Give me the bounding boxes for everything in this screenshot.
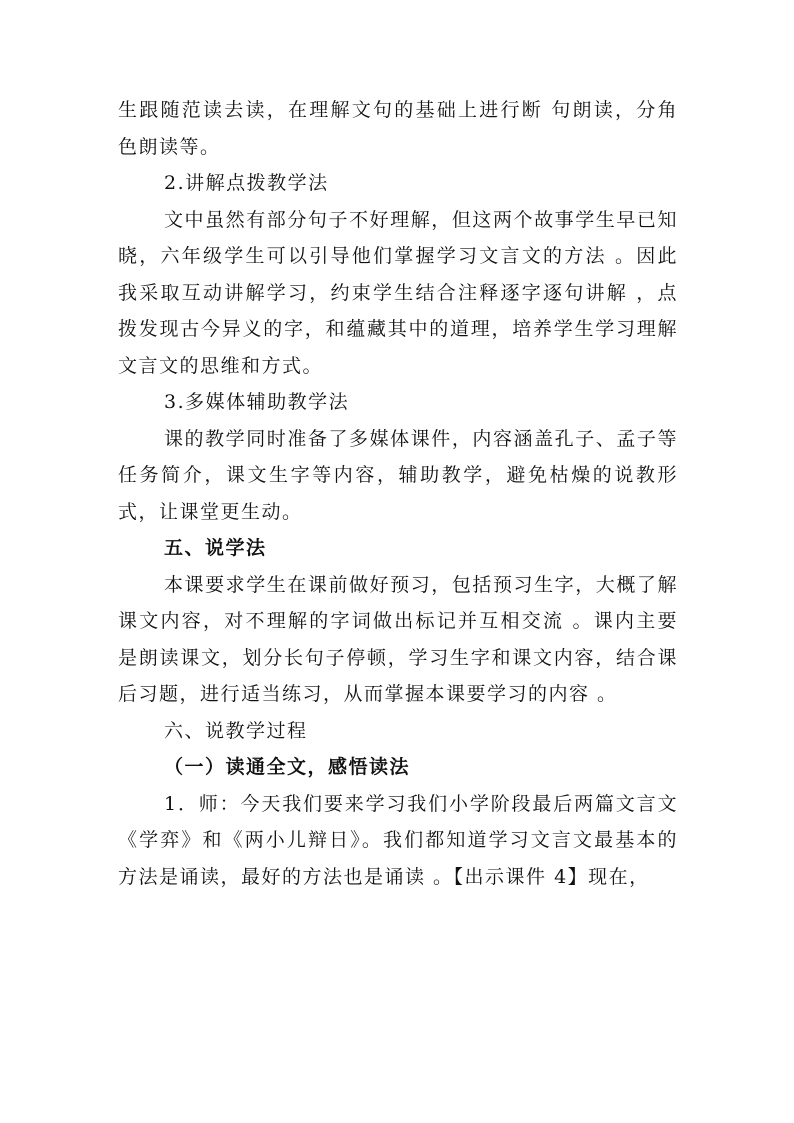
paragraph-learning-method: 本课要求学生在课前做好预习，包括预习生字，大概了解课文内容，对不理解的字词做出标记并互相交流 。课内主要是朗读课文，划分长句子停顿，学习生字和课文内容，结合课后习题，进行适当练习，从而掌握本课要学习的内容 。 [118, 573, 678, 705]
document-body [118, 92, 678, 895]
paragraph-multimedia-method: 课的教学同时准备了多媒体课件，内容涵盖孔子、孟子等任务简介，课文生字等内容，辅助教学，避免枯燥的说教形式，让课堂更生动。 [118, 427, 678, 523]
heading-teaching-process: 六、说教学过程 [164, 719, 308, 742]
paragraph-explain-guide-method: 文中虽然有部分句子不好理解，但这两个故事学生早已知晓，六年级学生可以引导他们掌握学习文言文的方法 。因此我采取互动讲解学习，约束学生结合注释逐字逐句讲解 ，点拨发现古今异义的字，和蕴藏其中的道理，培养学生学习理解文言文的思维和方式。 [118, 208, 678, 377]
paragraph-teacher-intro: 1．师：今天我们要来学习我们小学阶段最后两篇文言文《学弈》和《两小儿辩日》。我们都知道学习文言文最基本的方法是诵读，最好的方法也是诵读 。【出示课件 4】现在， [118, 792, 678, 888]
heading-learning-method: 五、说学法 [164, 537, 267, 559]
heading-multimedia-method: 3.多媒体辅助教学法 [164, 391, 350, 413]
heading-read-full-text: （一）读通全文，感悟读法 [164, 756, 411, 778]
heading-explain-guide-method: 2.讲解点拨教学法 [164, 172, 329, 194]
paragraph-reading-methods-continued: 生跟随范读去读，在理解文句的基础上进行断 句朗读，分角色朗读等。 [118, 99, 678, 158]
